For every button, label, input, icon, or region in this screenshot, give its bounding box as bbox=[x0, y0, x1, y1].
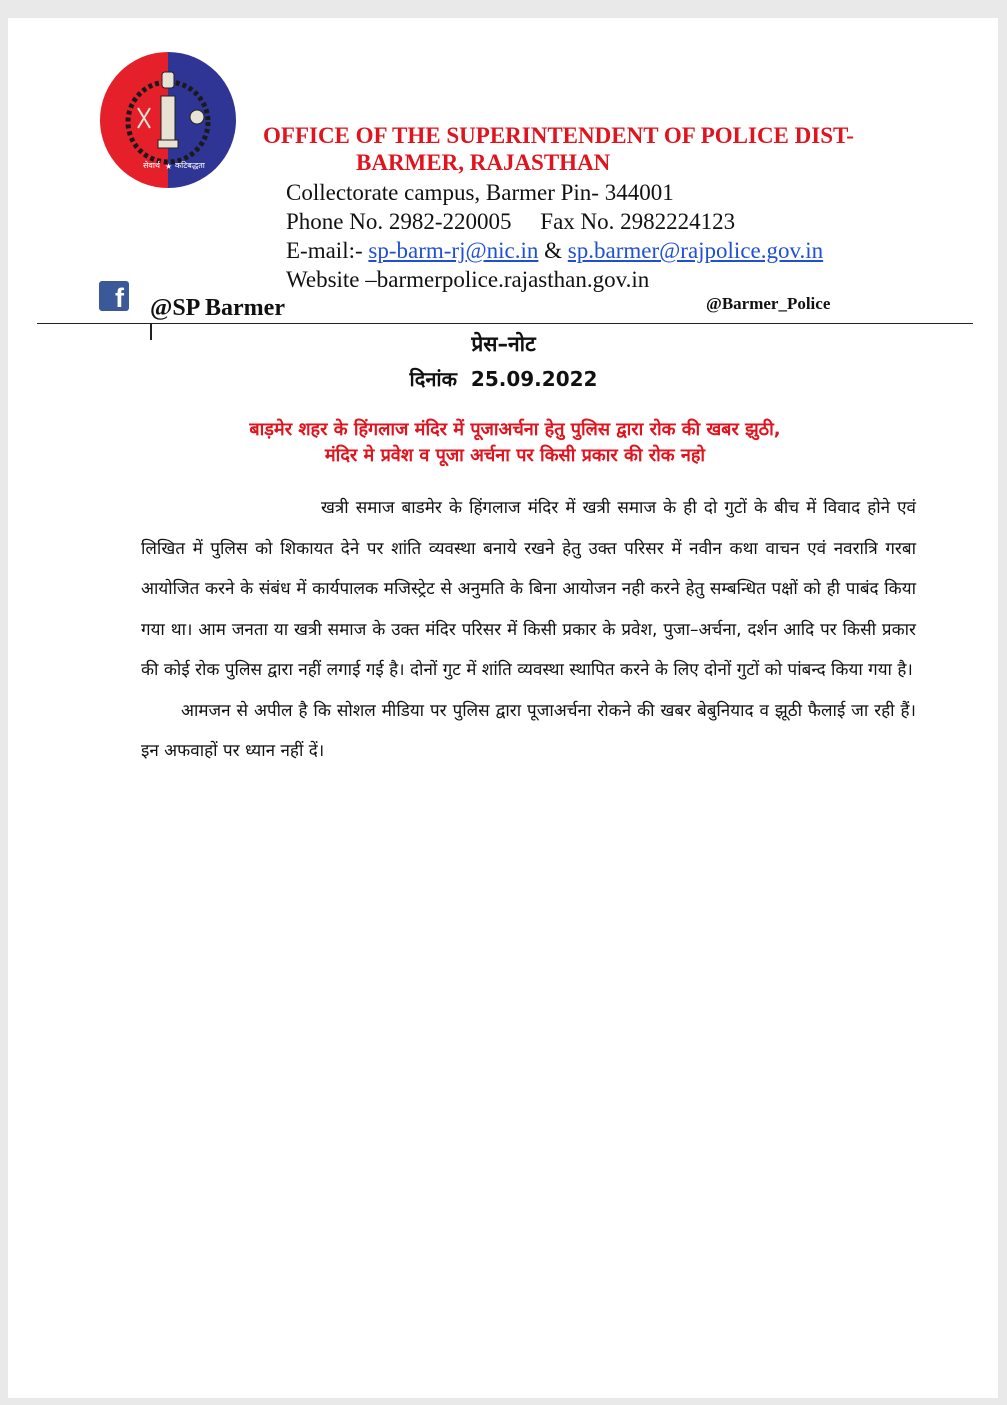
twitter-handle: @Barmer_Police bbox=[706, 294, 831, 313]
fax: Fax No. 2982224123 bbox=[540, 209, 736, 234]
phone-fax-line bbox=[286, 207, 823, 236]
email-link-rajpolice[interactable]: sp.barmer@rajpolice.gov.in bbox=[567, 238, 824, 263]
headline-line1: बाड़मेर शहर के हिंगलाज मंदिर में पूजाअर्चना हेतु पुलिस द्वारा रोक की खबर झुठी, bbox=[249, 419, 781, 440]
office-title bbox=[263, 122, 963, 176]
press-note-title: प्रेस–नोट bbox=[471, 332, 536, 356]
facebook-handle: @SP Barmer bbox=[150, 295, 285, 321]
date-value: 25.09.2022 bbox=[470, 367, 598, 391]
email-link-nic[interactable]: sp-barm-rj@nic.in bbox=[368, 238, 539, 263]
header-divider bbox=[37, 323, 973, 324]
office-title-line2: BARMER, RAJASTHAN bbox=[356, 150, 611, 175]
logo-motto-right: कटिबद्धता bbox=[175, 161, 205, 170]
body-text bbox=[141, 488, 916, 772]
headline bbox=[120, 417, 910, 469]
date-label: दिनांक bbox=[409, 367, 457, 391]
contact-block bbox=[286, 178, 823, 294]
office-title-line1: OFFICE OF THE SUPERINTENDENT OF POLICE DIST- bbox=[263, 123, 854, 148]
logo-motto-left: सेवार्थ bbox=[143, 161, 161, 170]
paragraph-1: खत्री समाज बाडमेर के हिंगलाज मंदिर में खत्री समाज के ही दो गुटों के बीच में विवाद होने एवं लिखित में पुलिस को शिकायत देने पर शांति व्यवस्था बनाये रखने हेतु उक्त परिसर में नवीन कथा वाचन एवं नवरात्रि गरबा आयोजित करने के संबंध में कार्यपालक मजिस्ट्रेट से अनुमति के बिना आयोजन नही करने हेतु सम्बन्धित पक्षों को ही पाबंद किया गया था। आम जनता या खत्री समाज के उक्त मंदिर परिसर में किसी प्रकार के प्रवेश, पुजा–अर्चना, दर्शन आदि पर किसी प्रकार की कोई रोक पुलिस द्वारा नहीं लगाई गई है। दोनों गुट में शांति व्यवस्था स्थापित करने के लिए दोनों गुटों को पांबन्द किया गया है। bbox=[141, 498, 916, 680]
facebook-icon: f bbox=[99, 281, 129, 311]
email-prefix: E-mail:- bbox=[286, 238, 369, 263]
address: Collectorate campus, Barmer Pin- 344001 bbox=[286, 180, 674, 205]
email-line bbox=[286, 236, 823, 265]
website-line: Website –barmerpolice.rajasthan.gov.in bbox=[286, 267, 650, 292]
date-line bbox=[0, 365, 1007, 392]
paragraph-2: आमजन से अपील है कि सोशल मीडिया पर पुलिस द्वारा पूजाअर्चना रोकने की खबर बेबुनियाद व झूठी फैलाई जा रही हैं। इन अफवाहों पर ध्यान नहीं दें। bbox=[141, 700, 916, 761]
email-separator: & bbox=[538, 238, 568, 263]
headline-line2: मंदिर मे प्रवेश व पूजा अर्चना पर किसी प्रकार की रोक नहो bbox=[324, 445, 706, 466]
phone: Phone No. 2982-220005 bbox=[286, 209, 512, 234]
rajasthan-police-emblem bbox=[98, 50, 238, 190]
svg-text:★: ★ bbox=[165, 162, 173, 171]
